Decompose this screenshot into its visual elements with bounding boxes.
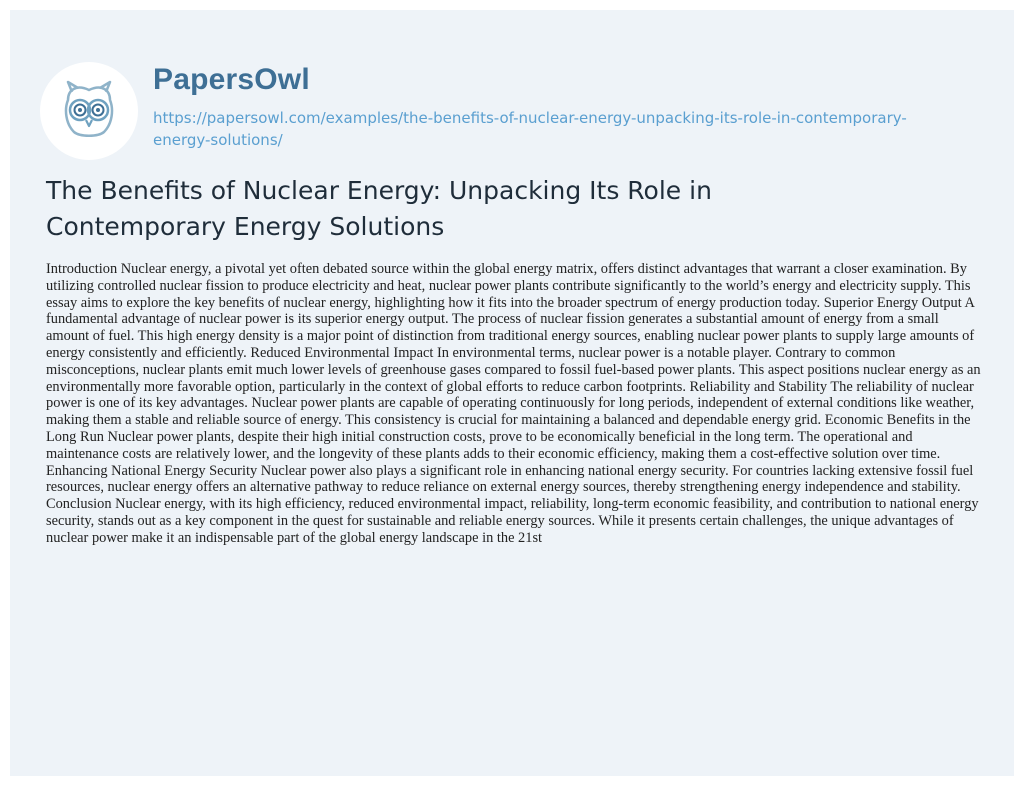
owl-logo-svg [54, 76, 124, 146]
essay-title: The Benefits of Nuclear Energy: Unpacking Its Role in Contemporary Energy Solutions [46, 176, 712, 241]
owl-logo-icon [40, 62, 138, 160]
essay-body: Introduction Nuclear energy, a pivotal yet often debated source within the global energy matrix, offers distinct advantages that warrant a closer examination. By utilizing controlled nuclear fission to produce electricity and heat, nuclear power plants contribute significantly to the world’s energy and electricity supply. This essay aims to explore the key benefits of nuclear energy, highlighting how it fits into the broader spectrum of energy production today. Superior Energy Output A fundamental advantage of nuclear power is its superior energy output. The process of nuclear fission generates a substantial amount of energy from a small amount of fuel. This high energy density is a major point of distinction from traditional energy sources, enabling nuclear power plants to supply large amounts of energy consistently and efficiently. Reduced Environmental Impact In environmental terms, nuclear power is a notable player. Contrary to common misconceptions, nuclear plants emit much lower levels of greenhouse gases compared to fossil fuel-based power plants. This aspect positions nuclear energy as an environmentally more favorable option, particularly in the context of global efforts to reduce carbon footprints. Reliability and Stability The reliability of nuclear power is one of its key advantages. Nuclear power plants are capable of operating continuously for long periods, independent of external conditions like weather, making them a stable and reliable source of energy. This consistency is crucial for maintaining a balanced and dependable energy grid. Economic Benefits in the Long Run Nuclear power plants, despite their high initial construction costs, prove to be economically beneficial in the long term. The operational and maintenance costs are relatively lower, and the longevity of these plants adds to their economic efficiency, making them a cost-effective solution over time. Enhancing National Energy Security Nuclear power also plays a significant role in enhancing national energy security. For countries lacking extensive fossil fuel resources, nuclear energy offers an alternative pathway to reduce reliance on external energy sources, thereby strengthening energy independence and stability. Conclusion Nuclear energy, with its high efficiency, reduced environmental impact, reliability, long-term economic feasibility, and contribution to national energy security, stands out as a key component in the quest for sustainable and reliable energy sources. While it presents certain challenges, the unique advantages of nuclear power make it an indispensable part of the global energy landscape in the 21st [46, 261, 981, 546]
source-url-link[interactable]: https://papersowl.com/examples/the-benefits-of-nuclear-energy-unpacking-its-role-in-contemporary-energy-solutions/ [153, 109, 907, 149]
brand-name: PapersOwl [153, 63, 310, 96]
